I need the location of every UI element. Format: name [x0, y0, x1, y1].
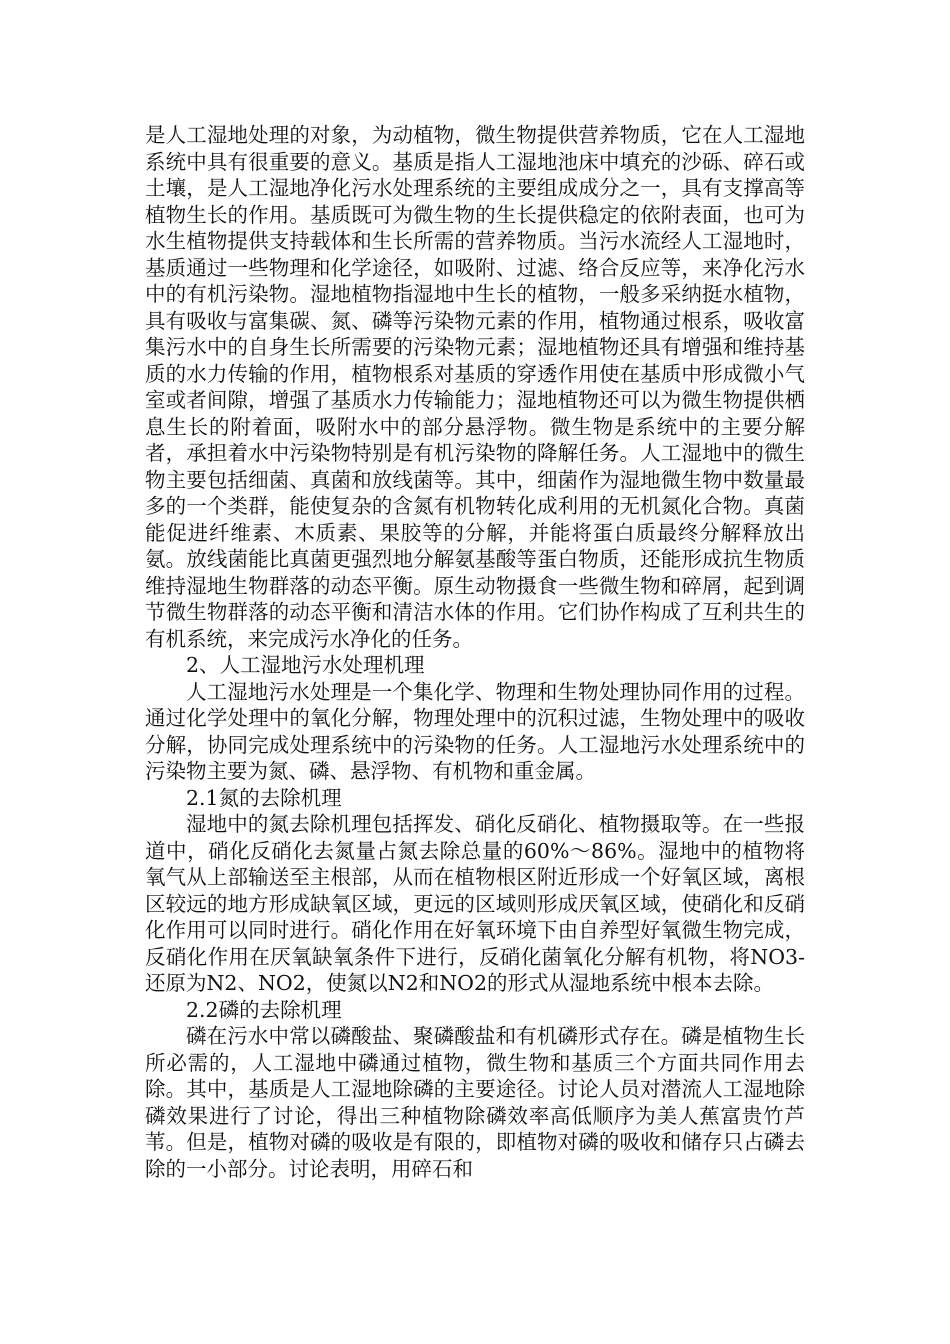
section-heading-2-2: 2.2磷的去除机理 — [186, 997, 342, 1022]
section-heading-2-1: 2.1氮的去除机理 — [186, 785, 342, 810]
body-paragraph: 是人工湿地处理的对象，为动植物，微生物提供营养物质，它在人工湿地系统中具有很重要的意义。基质是指人工湿地池床中填充的沙砾、碎石或土壤，是人工湿地净化污水处理系统的主要组成成分之一，具有支撑高等植物生长的作用。基质既可为微生物的生长提供稳定的依附表面，也可为水生植物提供支持载体和生长所需的营养物质。当污水流经人工湿地时，基质通过一些物理和化学途径，如吸附、过滤、络合反应等，来净化污水中的有机污染物。湿地植物指湿地中生长的植物，一般多采纳挺水植物，具有吸收与富集碳、氮、磷等污染物元素的作用，植物通过根系，吸收富集污水中的自身生长所需要的污染物元素；湿地植物还具有增强和维持基质的水力传输的作用，植物根系对基质的穿透作用使在基质中形成微小气室或者间隙，增强了基质水力传输能力；湿地植物还可以为微生物提供栖息生长的附着面，吸附水中的部分悬浮物。微生物是系统中的主要分解者，承担着水中污染物特别是有机污染物的降解任务。人工湿地中的微生物主要包括细菌、真菌和放线菌等。其中，细菌作为湿地微生物中数量最多的一个类群，能使复杂的含氮有机物转化成利用的无机氮化合物。真菌能促进纤维素、木质素、果胶等的分解，并能将蛋白质最终分解释放出氨。放线菌能比真菌更强烈地分解氨基酸等蛋白物质，还能形成抗生物质维持湿地生物群落的动态平衡。原生动物摄食一些微生物和碎屑，起到调节微生物群落的动态平衡和清洁水体的作用。它们协作构成了互利共生的有机系统，来完成污水净化的任务。 — [145, 123, 805, 651]
body-paragraph: 磷在污水中常以磷酸盐、聚磷酸盐和有机磷形式存在。磷是植物生长所必需的，人工湿地中磷通过植物，微生物和基质三个方面共同作用去除。其中，基质是人工湿地除磷的主要途径。讨论人员对潜流人工湿地除磷效果进行了讨论，得出三种植物除磷效率高低顺序为美人蕉富贵竹芦苇。但是，植物对磷的吸收是有限的，即植物对磷的吸收和储存只占磷去除的一小部分。讨论表明，用碎石和 — [145, 1024, 805, 1181]
document-page — [145, 122, 805, 1182]
body-paragraph: 人工湿地污水处理是一个集化学、物理和生物处理协同作用的过程。通过化学处理中的氧化分解，物理处理中的沉积过滤，生物处理中的吸收分解，协同完成处理系统中的污染物的任务。人工湿地污水处理系统中的污染物主要为氮、磷、悬浮物、有机物和重金属。 — [145, 679, 805, 783]
body-paragraph: 湿地中的氮去除机理包括挥发、硝化反硝化、植物摄取等。在一些报道中，硝化反硝化去氮量占氮去除总量的60%～86%。湿地中的植物将氧气从上部输送至主根部，从而在植物根区附近形成一个好氧区域，离根区较远的地方形成缺氧区域，更远的区域则形成厌氧区域，使硝化和反硝化作用可以同时进行。硝化作用在好氧环境下由自养型好氧微生物完成，反硝化作用在厌氧缺氧条件下进行，反硝化菌氧化分解有机物，将NO3-还原为N2、NO2，使氮以N2和NO2的形式从湿地系统中根本去除。 — [145, 812, 805, 995]
section-heading-2: 2、人工湿地污水处理机理 — [186, 653, 425, 677]
